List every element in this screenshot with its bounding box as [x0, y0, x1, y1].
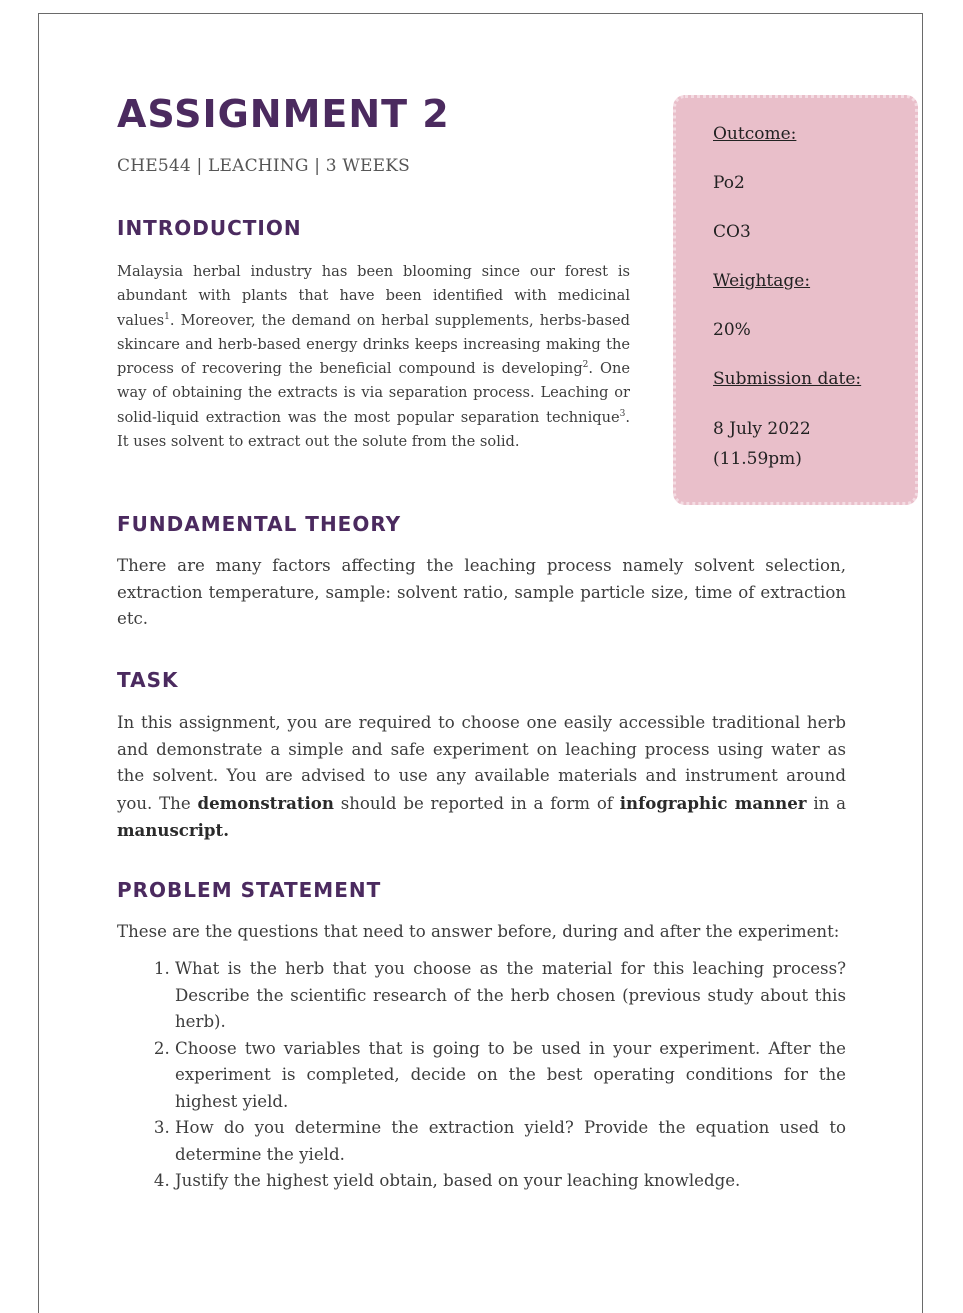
question-item: 1. What is the herb that you choose as the material for this leaching process? Describe the scientific research of the herb chosen (previous study about this herb). — [175, 956, 846, 1036]
question-item: 2. Choose two variables that is going to be used in your experiment. After the experiment is completed, decide on the best operating conditions for the highest yield. — [175, 1036, 846, 1116]
weightage-value: 20% — [713, 320, 751, 340]
submission-date: 8 July 2022 — [713, 419, 811, 439]
outcome-label: Outcome: — [713, 124, 797, 144]
fundamental-theory-heading: FUNDAMENTAL THEORY — [117, 512, 402, 536]
emphasis-manuscript: manuscript. — [117, 820, 229, 840]
reference-1: 1 — [164, 311, 170, 322]
weightage-label: Weightage: — [713, 271, 811, 291]
task-heading: TASK — [117, 668, 179, 692]
submission-time: (11.59pm) — [713, 449, 802, 469]
outcome-po2: Po2 — [713, 173, 745, 193]
submission-date-label: Submission date: — [713, 369, 862, 389]
reference-3: 3 — [619, 408, 626, 419]
task-paragraph: In this assignment, you are required to choose one easily accessible traditional herb and demonstrate a simple and safe experiment on leaching process using water as the solvent. You are advised to use any available materials and instrument around you. The demonstration should be reported in a form of infographic manner in a manuscript. — [117, 713, 846, 840]
document-subtitle: CHE544 | LEACHING | 3 WEEKS — [117, 156, 410, 176]
introduction-paragraph: Malaysia herbal industry has been blooming since our forest is abundant with plants that have been identified with medicinal values$^1$. Moreover, the demand on herbal supplements, herbs-based skincare and herb-based energy drinks keeps increasing making the process of recovering the beneficial compound is developing$^2$. One way of obtaining the extracts is via separation process. Leaching or solid-liquid extraction was the most popular separation technique$^3$. It uses solvent to extract out the solute from the solid. — [117, 263, 630, 451]
emphasis-demonstration: demonstration — [197, 792, 334, 813]
reference-2: 2 — [582, 360, 589, 371]
question-item: 3. How do you determine the extraction yield? Provide the equation used to determine the yield. — [175, 1115, 846, 1168]
emphasis-infographic: infographic manner — [619, 792, 807, 813]
problem-statement-intro: These are the questions that need to answer before, during and after the experiment: — [117, 922, 840, 941]
outcome-co3: CO3 — [713, 222, 751, 242]
introduction-heading: INTRODUCTION — [117, 216, 302, 240]
submission-date-value — [713, 414, 811, 474]
assignment-info-box — [673, 95, 918, 505]
problem-statement-heading: PROBLEM STATEMENT — [117, 878, 382, 902]
question-item: 4. Justify the highest yield obtain, based on your leaching knowledge. — [175, 1168, 846, 1195]
fundamental-theory-paragraph: There are many factors affecting the leaching process namely solvent selection, extraction temperature, sample: solvent ratio, sample particle size, time of extraction etc. — [117, 556, 846, 628]
question-list — [117, 956, 846, 1195]
document-title: ASSIGNMENT 2 — [117, 92, 450, 136]
